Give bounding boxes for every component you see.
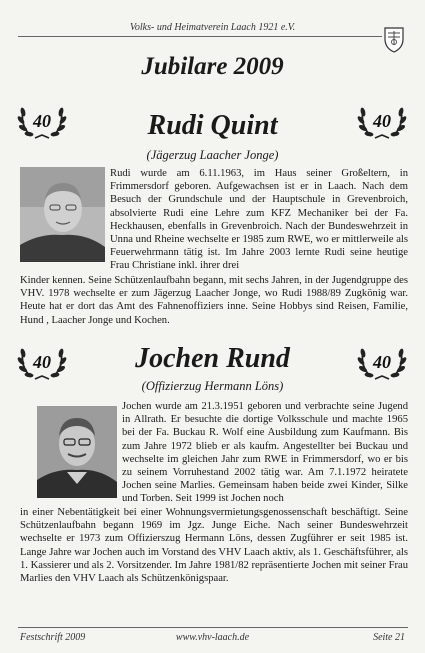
badge-number: 40 bbox=[373, 352, 391, 372]
badge-number: 40 bbox=[33, 111, 51, 131]
footer-page-number: Seite 21 bbox=[373, 632, 405, 643]
jubilee-2-bio: in einer Nebentätigkeit bei einer Wohnungsvermietungsgenossenschaft beschäftigt. Seine Schützenlaufbahn begann 1969 im Jgz. Junge Eiche. Nach seiner Bundeswehrzeit wechselte er 1973 zum Offizierszug Hermann Löns, dessen Zugführer er seit 1985 ist. Lange Jahre war Jochen auch im Vorstand des VHV Laach aktiv, als 1. Geschäftsführer, als 1. Kassierer und als 2. Vorsitzender. Im Jahre 1981/82 repräsentierte Jochen mit seiner Frau Marlies den VHV Laach als Schützenkönigspaar. bbox=[20, 507, 408, 585]
jubilee-2-bio-side: Jochen wurde am 21.3.1951 geboren und verbrachte seine Jugend in Allrath. Er besuchte die dortige Volksschule und machte 1965 bei der Fa. Buckau R. Wolf eine Ausbildung zum Kaufmann. Bis zum Jahre 1972 blieb er als kaufm. Angestellter bei Buckau und wechselte im gleichen Jahr zum RWE in Frimmersdorf, wo er bis zu seinem Vorruhestand 2002 tätig war. Am 7.1.1972 heiratete Jochen seine Marlies. Gemeinsam haben beide zwei Kinder, Silke und Torben. Seit 1999 ist Jochen noch bbox=[122, 401, 408, 505]
portrait-photo-jochen bbox=[37, 406, 117, 498]
jubilee-2-name: Jochen Rund bbox=[135, 343, 290, 374]
jubilee-2-group: (Offizierzug Hermann Löns) bbox=[141, 379, 284, 393]
club-header: Volks- und Heimatverein Laach 1921 e.V. bbox=[129, 22, 296, 33]
jubilee-1-bio: Kinder kennen. Seine Schützenlaufbahn begann, mit sechs Jahren, in der Jugendgruppe des VHV. 1978 wechselte er zum Jägerzug Laacher Jonge, wo Rudi 1988/89 Zugkönig war. Heute hat er dort das Amt des Fahnenoffiziers inne. Seine Hobbys sind Reisen, Familie, Hund , Laacher Jonge und Kochen. bbox=[20, 275, 408, 326]
page-title: Jubilare 2009 bbox=[141, 53, 284, 80]
header-divider bbox=[18, 36, 382, 37]
jubilee-1-name: Rudi Quint bbox=[147, 110, 278, 141]
footer-left: Festschrift 2009 bbox=[20, 632, 86, 643]
badge-number: 40 bbox=[33, 352, 51, 372]
badge-number: 40 bbox=[373, 111, 391, 131]
jubilee-1-group: (Jägerzug Laacher Jonge) bbox=[146, 148, 279, 162]
portrait-photo-rudi bbox=[20, 167, 105, 262]
club-crest-icon bbox=[383, 25, 405, 53]
jubilee-1-bio-side: Rudi wurde am 6.11.1963, im Haus seiner Großeltern, in Frimmersdorf geboren. Aufgewachsen ist er in Laach. Nach dem Besuch der Grundschule und der Hauptschule in Grevenbroich, absolvierte Rudi eine Lehre zum KFZ Mechaniker bei der Fa. Heckhausen, ebenfalls in Grevenbroich. Nach der Bundeswehrzeit in Unna und Rheine wechselte er 1985 zum RWE, wo er mittlerweile als Feuerwehrmann tätig ist. Im Jahre 2003 lernte Rudi seine heutige Frau Christiane inkl. ihrer drei bbox=[110, 168, 408, 272]
footer-website: www.vhv-laach.de bbox=[175, 632, 250, 643]
footer-divider bbox=[18, 627, 408, 628]
